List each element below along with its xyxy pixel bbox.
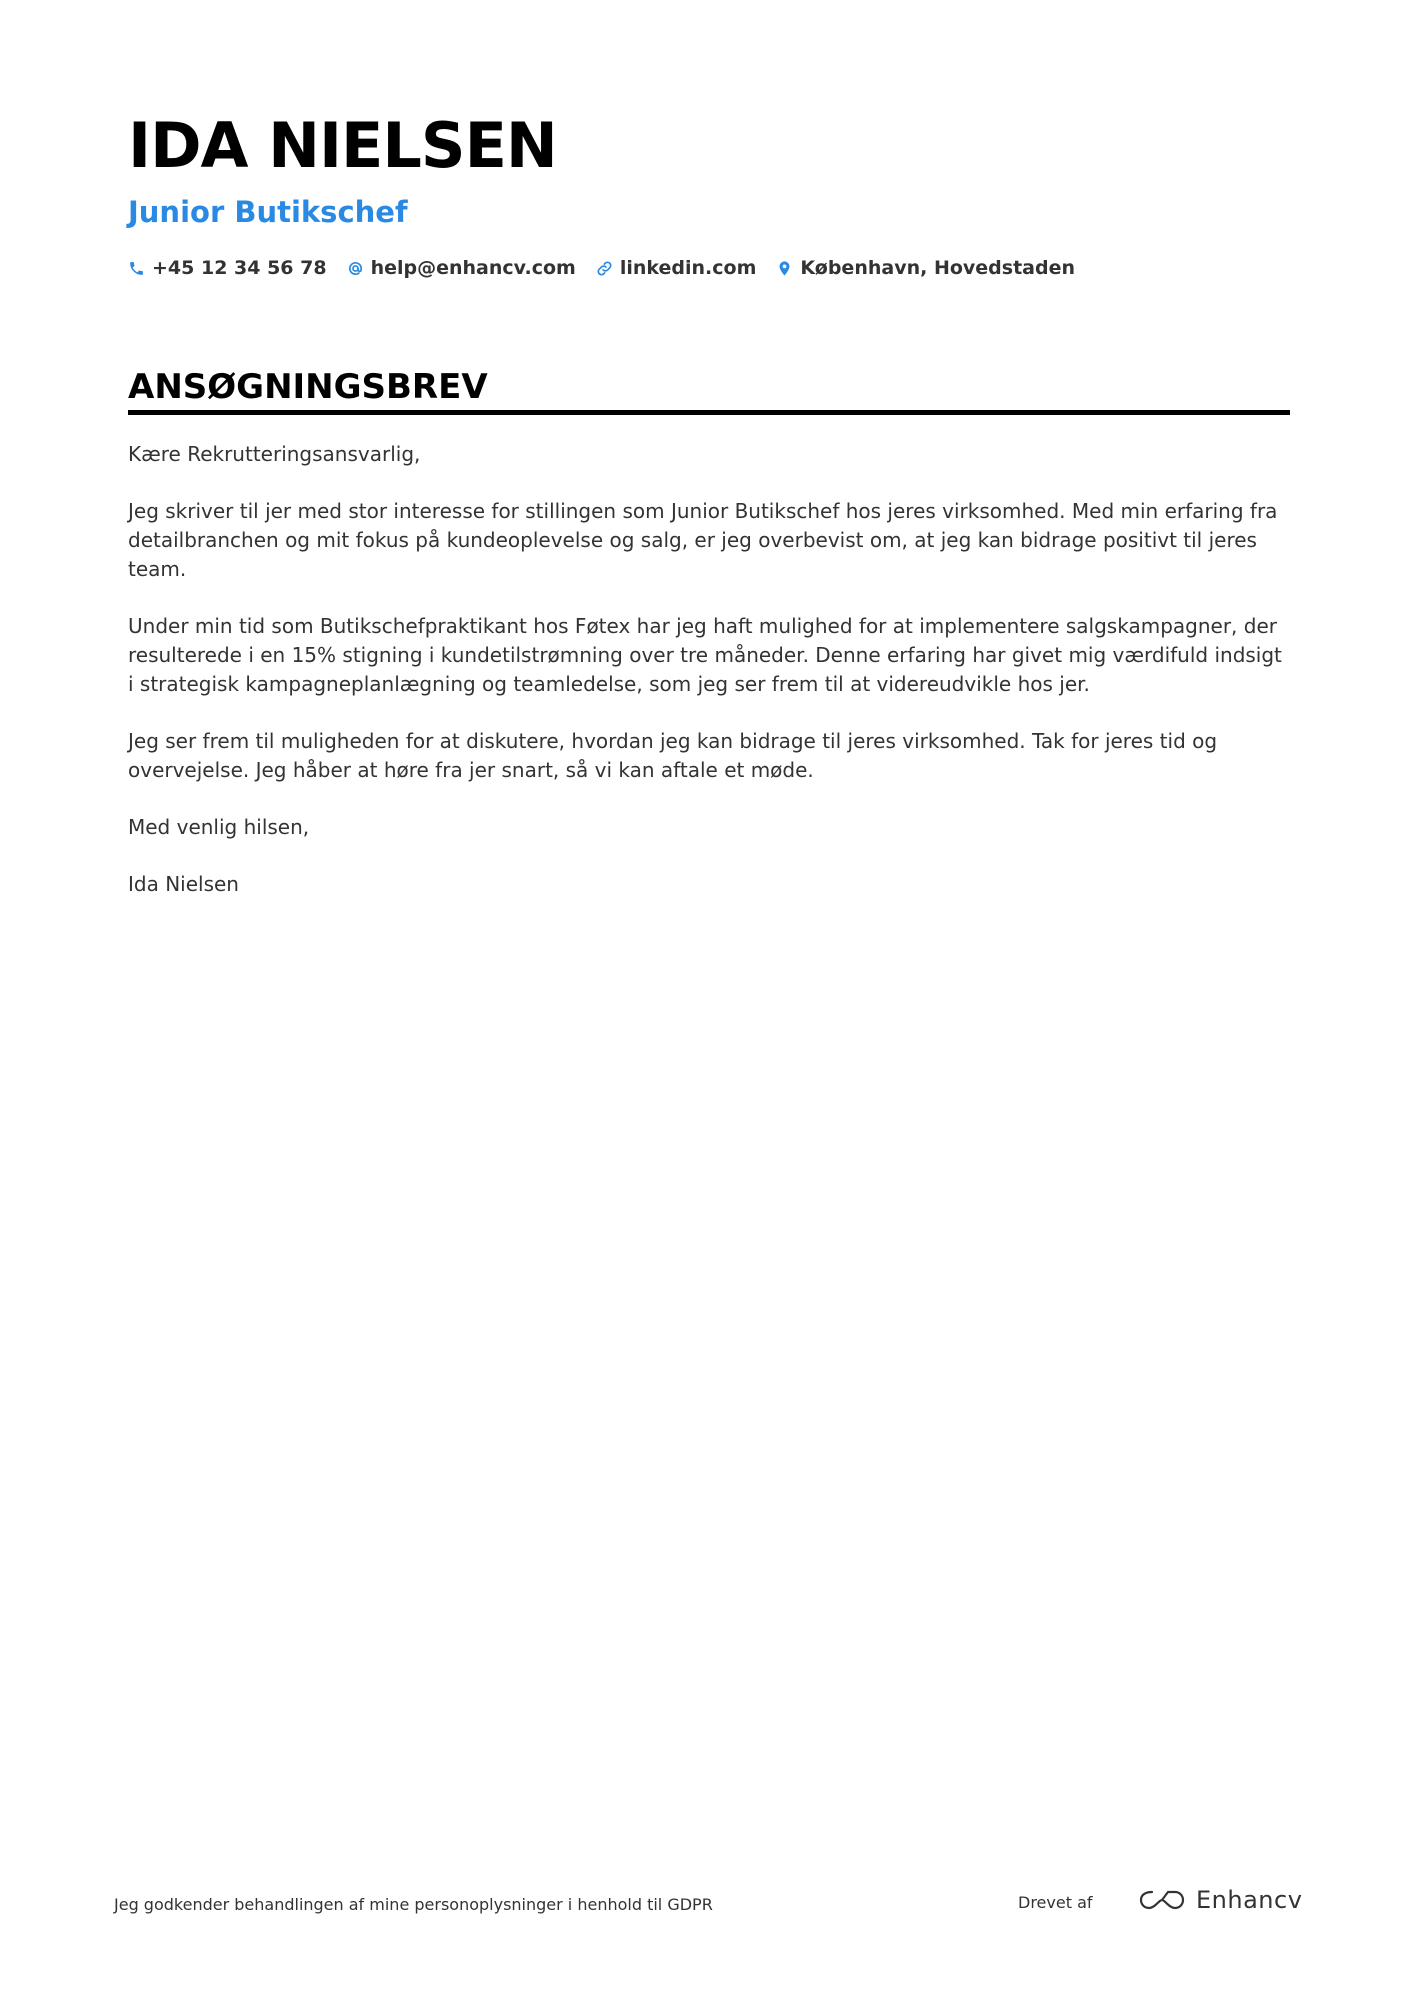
letter-paragraph-1: Jeg skriver til jer med stor interesse for stillingen som Junior Butikschef hos jeres virksomhed. Med min erfaring fra detailbranchen og mit fokus på kundeoplevelse og salg, er jeg overbevist om, at jeg kan bidrage positivt til jeres team. bbox=[128, 499, 1278, 581]
brand-name: Enhancv bbox=[1196, 1886, 1303, 1914]
contact-email[interactable] bbox=[347, 254, 576, 282]
contact-location-text: København, Hovedstaden bbox=[800, 257, 1075, 279]
brand-logo[interactable] bbox=[1138, 1884, 1302, 1916]
contact-email-text: help@enhancv.com bbox=[370, 257, 576, 279]
link-icon bbox=[596, 260, 613, 277]
enhancv-logo-icon bbox=[1138, 1887, 1186, 1913]
letter-paragraph-3: Jeg ser frem til muligheden for at diskutere, hvordan jeg kan bidrage til jeres virksomhed. Tak for jeres tid og overvejelse. Jeg håber at høre fra jer snart, så vi kan aftale et møde. bbox=[128, 729, 1218, 782]
letter-body bbox=[128, 440, 1290, 927]
letter-signature: Ida Nielsen bbox=[128, 872, 239, 896]
contact-linkedin-text: linkedin.com bbox=[619, 257, 757, 279]
contact-bar bbox=[128, 254, 1095, 282]
contact-phone[interactable] bbox=[128, 254, 327, 282]
section-divider bbox=[128, 410, 1290, 415]
letter-closing: Med venlig hilsen, bbox=[128, 815, 310, 839]
powered-by-label: Drevet af bbox=[1018, 1893, 1093, 1912]
letter-paragraph-2: Under min tid som Butikschefpraktikant hos Føtex har jeg haft mulighed for at implementere salgskampagner, der resulterede i en 15% stigning i kundetilstrømning over tre måneder. Denne erfaring har givet mig værdifuld indsigt i strategisk kampagneplanlægning og teamledelse, som jeg ser frem til at videreudvikle hos jer. bbox=[128, 614, 1282, 696]
at-icon bbox=[347, 260, 364, 277]
phone-icon bbox=[128, 260, 145, 277]
applicant-name: IDA NIELSEN bbox=[128, 109, 557, 182]
contact-phone-text: +45 12 34 56 78 bbox=[152, 257, 327, 279]
contact-location bbox=[776, 254, 1075, 282]
letter-greeting: Kære Rekrutteringsansvarlig, bbox=[128, 442, 421, 466]
contact-linkedin[interactable] bbox=[596, 254, 757, 282]
section-title: ANSØGNINGSBREV bbox=[128, 367, 488, 407]
gdpr-note: Jeg godkender behandlingen af mine personoplysninger i henhold til GDPR bbox=[114, 1895, 713, 1914]
job-title: Junior Butikschef bbox=[128, 195, 408, 229]
location-pin-icon bbox=[776, 260, 793, 277]
